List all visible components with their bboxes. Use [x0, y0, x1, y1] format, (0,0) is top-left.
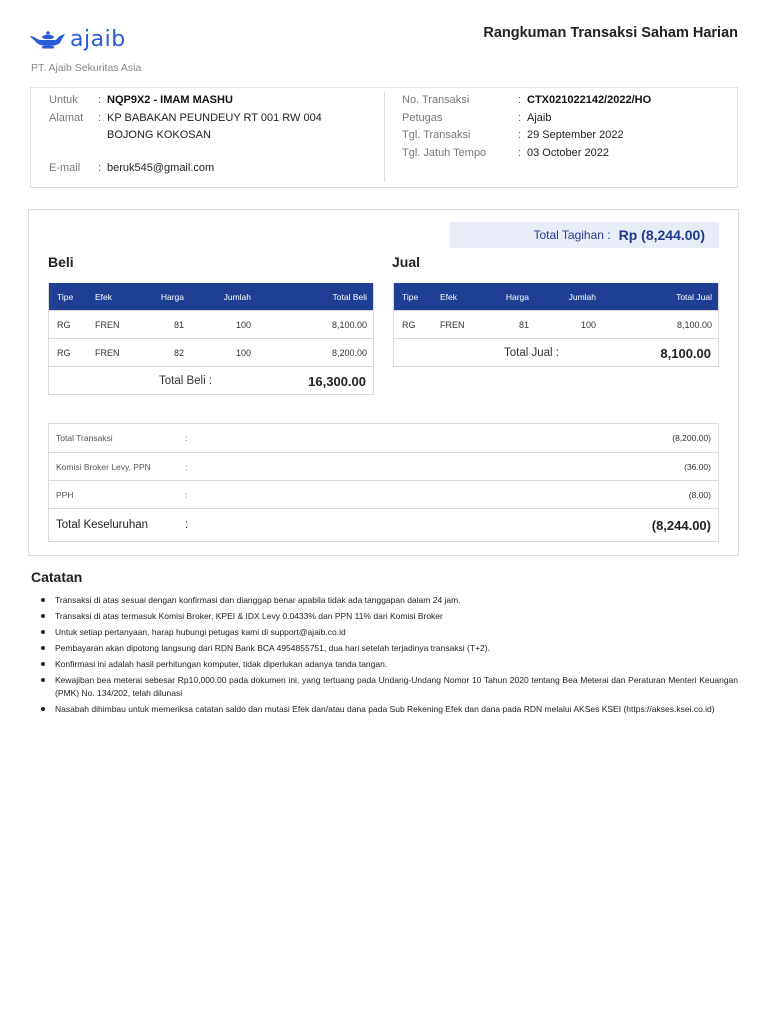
petugas-label: Petugas: [402, 112, 443, 124]
document-title: Rangkuman Transaksi Saham Harian: [483, 25, 738, 41]
tipe-cell: RG: [57, 319, 71, 330]
summary-label: PPH: [56, 490, 74, 500]
header-cell: Total Jual: [676, 291, 712, 302]
colon: :: [185, 462, 188, 472]
colon: :: [98, 112, 102, 124]
table-row: [49, 338, 373, 366]
colon: :: [185, 433, 188, 443]
no-transaksi-value: CTX021022142/2022/HO: [527, 94, 652, 106]
total-beli-value: 16,300.00: [308, 374, 366, 389]
total-jual-value: 8,100.00: [660, 346, 711, 361]
tgl-jatuh-tempo-label: Tgl. Jatuh Tempo: [402, 147, 487, 159]
alamat-label: Alamat: [49, 112, 84, 124]
jumlah-cell: 100: [580, 319, 596, 330]
untuk-row: [49, 94, 78, 106]
summary-value: (36.00): [684, 462, 711, 472]
summary-value: (8.00): [688, 490, 711, 500]
jumlah-cell: 100: [235, 347, 251, 358]
email-value: beruk545@gmail.com: [107, 162, 215, 174]
header-cell: Harga: [505, 291, 529, 302]
jual-total-row: [394, 338, 718, 366]
header-cell: Jumlah: [568, 291, 596, 302]
beli-table: [48, 283, 374, 395]
efek-cell: FREN: [95, 347, 120, 358]
colon: :: [98, 94, 102, 106]
document-header: [0, 0, 768, 80]
ajaib-logo: [28, 26, 126, 52]
total-cell: 8,200.00: [331, 347, 367, 358]
beli-title: Beli: [48, 254, 74, 270]
summary-value: (8,200.00): [672, 433, 711, 443]
alamat-line-2: BOJONG KOKOSAN: [107, 129, 211, 141]
tgl-transaksi-label: Tgl. Transaksi: [402, 129, 471, 141]
alamat-line-1: KP BABAKAN PEUNDEUY RT 001 RW 004: [107, 112, 322, 124]
jumlah-cell: 100: [235, 319, 251, 330]
header-cell: Efek: [95, 291, 113, 302]
note-item: Transaksi di atas termasuk Komisi Broker, KPEI & IDX Levy 0.0433% dan PPN 11% dari Komisi Broker: [55, 610, 738, 623]
grand-total-label: Total Keseluruhan: [56, 519, 149, 531]
beli-table-header: [49, 283, 373, 310]
total-beli-label: Total Beli :: [159, 375, 213, 387]
total-tagihan-label: Total Tagihan :: [533, 228, 611, 242]
summary-label: Total Transaksi: [56, 433, 113, 443]
untuk-label: Untuk: [49, 94, 78, 106]
untuk-value: NQP9X2 - IMAM MASHU: [107, 94, 233, 106]
header-cell: Jumlah: [223, 291, 251, 302]
summary-row: [49, 452, 718, 480]
grand-total-row: [49, 508, 718, 541]
harga-cell: 82: [173, 347, 184, 358]
note-item: Pembayaran akan dipotong langsung dari RDN Bank BCA 4954855751, dua hari setelah terjadinya transaksi (T+2).: [55, 642, 738, 655]
petugas-value: Ajaib: [527, 112, 552, 124]
tipe-cell: RG: [402, 319, 416, 330]
efek-cell: FREN: [95, 319, 120, 330]
harga-cell: 81: [173, 319, 184, 330]
header-cell: Tipe: [57, 291, 74, 302]
total-tagihan-value: Rp (8,244.00): [618, 227, 705, 243]
efek-cell: FREN: [440, 319, 465, 330]
header-cell: Efek: [440, 291, 458, 302]
jual-table: [393, 283, 719, 367]
beli-total-row: [49, 366, 373, 394]
note-item: Kewajiban bea meterai sebesar Rp10,000.00 pada dokumen ini, yang tertuang pada Undang-Undang Nomor 10 Tahun 2020 tentang Bea Meterai dan Peraturan Menteri Keuangan (PMK) No. 134/202, telah dilunasi: [55, 675, 738, 698]
colon: :: [98, 162, 102, 174]
table-row: [49, 310, 373, 338]
info-box: [30, 87, 738, 188]
summary-row: [49, 424, 718, 452]
info-divider: [384, 92, 385, 182]
colon: :: [518, 129, 522, 141]
summary-label: Komisi Broker Levy, PPN: [56, 462, 151, 472]
summary-row: [49, 480, 718, 508]
header-cell: Harga: [160, 291, 184, 302]
logo-text: ajaib: [70, 26, 126, 52]
total-jual-label: Total Jual :: [504, 347, 559, 359]
catatan-title: Catatan: [31, 569, 83, 585]
genie-lamp-icon: [28, 26, 68, 52]
note-item: Nasabah dihimbau untuk memeriksa catatan saldo dan mutasi Efek dan/atau dana pada Sub Rekening Efek dan dana pada RDN melalui AKSes KSEI (https://akses.ksei.co.id): [55, 703, 738, 716]
note-item: Konfirmasi ini adalah hasil perhitungan komputer, tidak diperlukan adanya tanda tangan.: [55, 658, 738, 671]
jual-title: Jual: [392, 254, 421, 270]
colon: :: [518, 147, 522, 159]
header-cell: Total Beli: [332, 291, 367, 302]
total-tagihan-box: [450, 222, 719, 248]
tipe-cell: RG: [57, 347, 71, 358]
table-row: [394, 310, 718, 338]
colon: :: [518, 112, 522, 124]
tgl-transaksi-value: 29 September 2022: [527, 129, 624, 141]
email-label: E-mail: [49, 162, 81, 174]
notes-list: [55, 594, 738, 719]
colon: :: [185, 490, 188, 500]
company-name: PT. Ajaib Sekuritas Asia: [31, 62, 142, 74]
jual-table-header: [394, 283, 718, 310]
note-item: Untuk setiap pertanyaan, harap hubungi petugas kami di support@ajaib.co.id: [55, 626, 738, 639]
summary-table: [48, 423, 719, 542]
no-transaksi-label: No. Transaksi: [402, 94, 470, 106]
total-cell: 8,100.00: [331, 319, 367, 330]
header-cell: Tipe: [402, 291, 419, 302]
grand-total-value: (8,244.00): [651, 518, 711, 533]
colon: :: [518, 94, 522, 106]
colon: :: [185, 519, 189, 531]
harga-cell: 81: [518, 319, 529, 330]
total-cell: 8,100.00: [676, 319, 712, 330]
tgl-jatuh-tempo-value: 03 October 2022: [527, 147, 609, 159]
note-item: Transaksi di atas sesuai dengan konfirmasi dan dianggap benar apabila tidak ada tanggapan dalam 24 jam.: [55, 594, 738, 607]
